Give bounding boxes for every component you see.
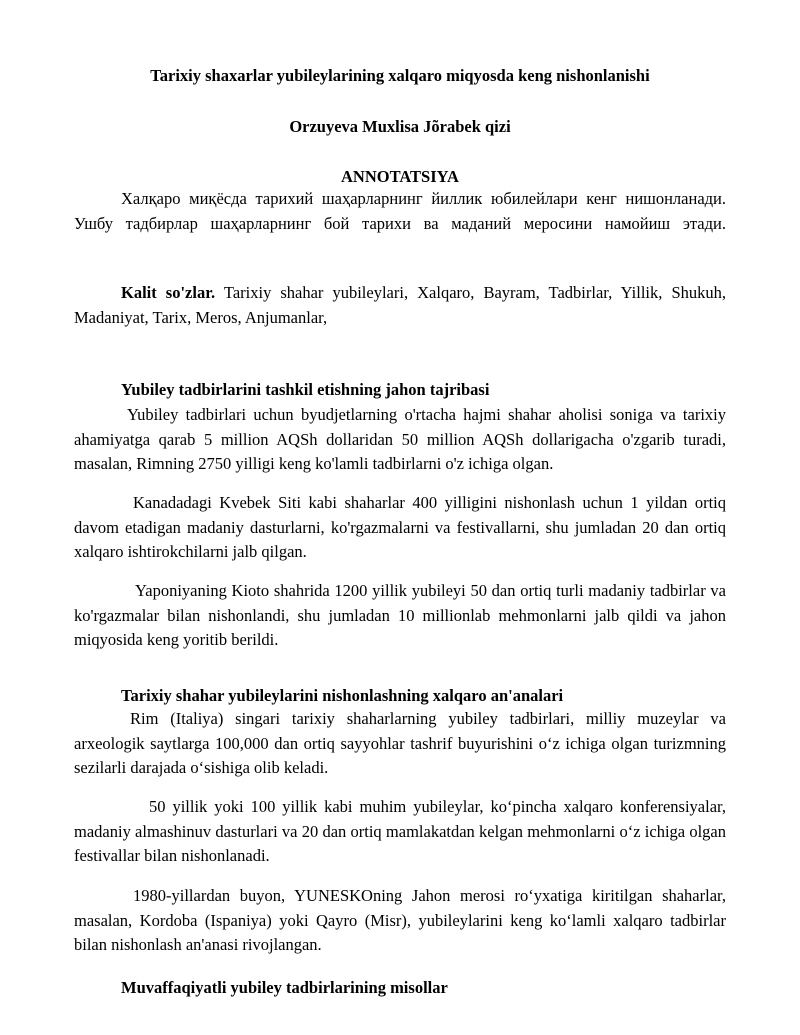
paragraph: 1980-yillardan buyon, YUNESKOning Jahon merosi ro‘yxatiga kiritilgan shaharlar, masalan, Kordoba (Ispaniya) yoki Qayro (Misr), yubileylarini keng ko‘lamli xalqaro tadbirlar bilan nishonlash an'anasi rivojlangan. <box>74 886 726 954</box>
keywords-label: Kalit so'zlar. <box>121 283 216 302</box>
paper-title: Tarixiy shaxarlar yubileylarining xalqaro miqyosda keng nishonlanishi <box>150 66 650 85</box>
section-heading: Tarixiy shahar yubileylarini nishonlashning xalqaro an'analari <box>121 686 564 705</box>
keywords-paragraph <box>74 281 726 330</box>
paragraph: Rim (Italiya) singari tarixiy shaharlarning yubiley tadbirlari, milliy muzeylar va arxeologik saytlarga 100,000 dan ortiq sayyohlar tashrif buyurishini o‘z ichiga olgan turizmning sezilarli darajada o‘sishiga olib keladi. <box>74 709 726 777</box>
section-heading: Muvaffaqiyatli yubiley tadbirlarining misollar <box>121 978 448 997</box>
author-name: Orzuyeva Muxlisa Jõrabek qizi <box>289 117 511 136</box>
annotation-text: Халқаро миқёсда тарихий шаҳарларнинг йиллик юбилейлари кенг нишонланади. Ушбу тадбирлар шаҳарларнинг бой тарихи ва маданий меросини намойиш этади. <box>74 189 726 233</box>
paragraph: Yubiley tadbirlari uchun byudjetlarning o'rtacha hajmi shahar aholisi soniga va tarixiy ahamiyatga qarab 5 million AQSh dollaridan 50 million AQSh dollarigacha o'zgarib turadi, masalan, Rimning 2750 yilligi keng ko'lamli tadbirlarni o'z ichiga olgan. <box>74 405 726 473</box>
paragraph: Kanadadagi Kvebek Siti kabi shaharlar 400 yilligini nishonlash uchun 1 yildan ortiq davom etadigan madaniy dasturlarni, ko'rgazmalarni va festivallarni, shu jumladan 20 dan ortiq xalqaro ishtirokchilarni jalb qilgan. <box>74 493 726 561</box>
annotation-heading: ANNOTATSIYA <box>341 167 459 186</box>
paragraph: Yaponiyaning Kioto shahrida 1200 yillik yubileyi 50 dan ortiq turli madaniy tadbirlar va ko'rgazmalar bilan nishonlandi, shu jumladan 10 millionlab mehmonlarni jalb qildi va jahon miqyosida keng yoritib berildi. <box>74 581 726 649</box>
keywords-text: Tarixiy shahar yubileylari, Xalqaro, Bayram, Tadbirlar, Yillik, Shukuh, Madaniyat, Tarix, Meros, Anjumanlar, <box>74 283 726 327</box>
paragraph: 50 yillik yoki 100 yillik kabi muhim yubileylar, ko‘pincha xalqaro konferensiyalar, madaniy almashinuv dasturlari va 20 dan ortiq mamlakatdan kelgan mehmonlarni o‘z ichiga olgan festivallar bilan nishonlanadi. <box>74 797 726 865</box>
section-heading: Yubiley tadbirlarini tashkil etishning jahon tajribasi <box>121 380 490 399</box>
